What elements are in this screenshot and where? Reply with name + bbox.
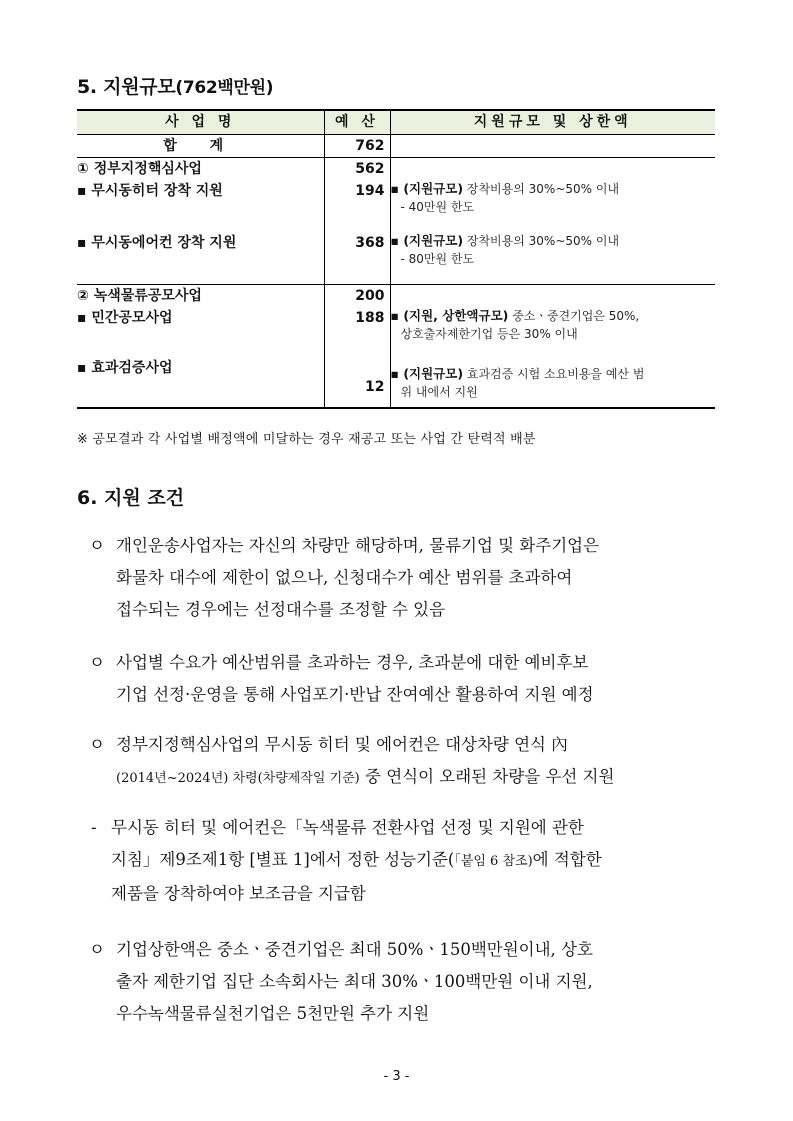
item2-desc-text: 장착비용의 30%~50% 이내 — [463, 234, 620, 248]
section-5-subtitle: (762백만원) — [175, 78, 274, 98]
paragraph-3-rest: 중 연식이 오래된 차량을 우선 지원 — [359, 767, 615, 786]
budget-table — [77, 109, 715, 409]
item1-desc — [390, 180, 715, 232]
section-5-title: 지원규모 — [103, 76, 176, 98]
paragraph-1-line-2: 화물차 대수에 제한이 없으나, 신청대수가 예산 범위를 초과하여 — [116, 568, 573, 587]
item2-desc-limit: - 80만원 한도 — [400, 252, 475, 266]
item2-desc-bold: ▪ (지원규모) — [390, 233, 464, 248]
table-row-group2 — [77, 285, 715, 308]
item4-desc-bold: ▪ (지원규모) — [390, 366, 464, 381]
item2-value: 368 — [324, 232, 390, 285]
bullet-1: ㅇ — [89, 536, 105, 555]
table-row-group1 — [77, 158, 715, 181]
item4-desc — [390, 357, 715, 408]
total-desc — [390, 135, 715, 158]
item2-desc — [390, 232, 715, 285]
paragraph-3-line-2 — [89, 761, 729, 795]
paragraph-3 — [89, 729, 729, 795]
paragraph-1-line-1: 개인운송사업자는 자신의 차량만 해당하며, 물류기업 및 화주기업은 — [116, 536, 600, 555]
item4-value: 12 — [324, 357, 390, 408]
paragraph-4-line-3: 제품을 장착하여야 보조금을 지급함 — [111, 884, 366, 903]
item1-desc-bold: ▪ (지원규모) — [390, 181, 464, 196]
item4-name: ▪ 효과검증사업 — [77, 357, 324, 408]
paragraph-2-line-2: 기업 선정·운영을 통해 사업포기·반납 잔여예산 활용하여 지원 예정 — [116, 685, 594, 704]
section-5-number: 5. — [77, 76, 104, 98]
item3-desc-text: 중소ㆍ중견기업은 50%, — [508, 309, 640, 323]
paragraph-4 — [91, 812, 731, 910]
section-6-heading: 6. 지원 조건 — [77, 487, 185, 509]
header-budget: 예 산 — [324, 110, 390, 135]
group2-desc — [390, 285, 715, 308]
paragraph-5-line-2: 출자 제한기업 집단 소속회사는 최대 30%ㆍ100백만원 이내 지원, — [116, 972, 593, 991]
paragraph-4-line-1: 무시동 히터 및 에어컨은「녹색물류 전환사업 선정 및 지원에 관한 — [111, 818, 584, 837]
item1-name: ▪ 무시동히터 장착 지원 — [77, 183, 223, 199]
group2-name: ② 녹색물류공모사업 — [77, 285, 324, 308]
table-row-total — [77, 135, 715, 158]
total-value: 762 — [324, 135, 390, 158]
page-number: - 3 - — [383, 1069, 410, 1084]
item3-value: 188 — [324, 307, 390, 357]
group1-desc — [390, 158, 715, 181]
paragraph-5-line-1: 기업상한액은 중소ㆍ중견기업은 최대 50%ㆍ150백만원이내, 상호 — [116, 940, 593, 959]
table-footnote: ※ 공모결과 각 사업별 배정액에 미달하는 경우 재공고 또는 사업 간 탄력적 배분 — [77, 432, 536, 447]
paragraph-4-part-c: 에 적합한 — [532, 850, 602, 869]
item3-name: ▪ 민간공모사업 — [77, 310, 173, 326]
item3-desc-cont: 상호출자제한기업 등은 30% 이내 — [400, 327, 578, 341]
paragraph-5-line-3: 우수녹색물류실천기업은 5천만원 추가 지원 — [116, 1004, 430, 1023]
paragraph-4-part-b: 「붙임 6 참조) — [454, 854, 533, 869]
table-row-item3 — [77, 307, 715, 357]
group1-name: ① 정부지정핵심사업 — [77, 161, 202, 177]
header-project-name: 사 업 명 — [77, 110, 324, 135]
paragraph-1 — [89, 530, 729, 626]
item1-desc-text: 장착비용의 30%~50% 이내 — [463, 182, 620, 196]
bullet-3: ㅇ — [89, 735, 105, 754]
table-row-item4 — [77, 357, 715, 408]
paragraph-2-line-1: 사업별 수요가 예산범위를 초과하는 경우, 초과분에 대한 예비후보 — [116, 653, 589, 672]
paragraph-4-part-a: 지침」제9조제1항 [별표 1]에서 정한 성능기준( — [111, 850, 455, 869]
paragraph-2 — [89, 647, 729, 711]
item1-value: 194 — [324, 180, 390, 232]
item4-desc-cont: 위 내에서 지원 — [400, 385, 478, 399]
item4-desc-text: 효과검증 시험 소요비용을 예산 범 — [463, 367, 645, 381]
item3-desc-bold: ▪ (지원, 상한액규모) — [390, 308, 509, 323]
item1-desc-limit: - 40만원 한도 — [400, 200, 475, 214]
item2-name: ▪ 무시동에어컨 장착 지원 — [77, 235, 237, 251]
paragraph-3-line-1: 정부지정핵심사업의 무시동 히터 및 에어컨은 대상차량 연식 內 — [116, 735, 568, 754]
table-row-item2 — [77, 232, 715, 285]
bullet-5: ㅇ — [89, 940, 105, 959]
paragraph-4-line-2 — [91, 844, 731, 878]
table-header-row — [77, 110, 715, 135]
table-row-item1 — [77, 180, 715, 232]
paragraph-5 — [89, 934, 729, 1030]
group1-value: 562 — [324, 158, 390, 181]
dash-bullet-4: - — [91, 818, 97, 837]
bullet-2: ㅇ — [89, 653, 105, 672]
paragraph-1-line-3: 접수되는 경우에는 선정대수를 조정할 수 있음 — [116, 600, 446, 619]
total-label: 합 계 — [77, 135, 324, 158]
paragraph-3-period: (2014년~2024년) 차령(차량제작일 기준) — [116, 771, 360, 786]
group2-value: 200 — [324, 285, 390, 308]
item3-desc — [390, 307, 715, 357]
header-support-scale: 지원규모 및 상한액 — [390, 110, 715, 135]
section-5-heading — [77, 72, 273, 99]
